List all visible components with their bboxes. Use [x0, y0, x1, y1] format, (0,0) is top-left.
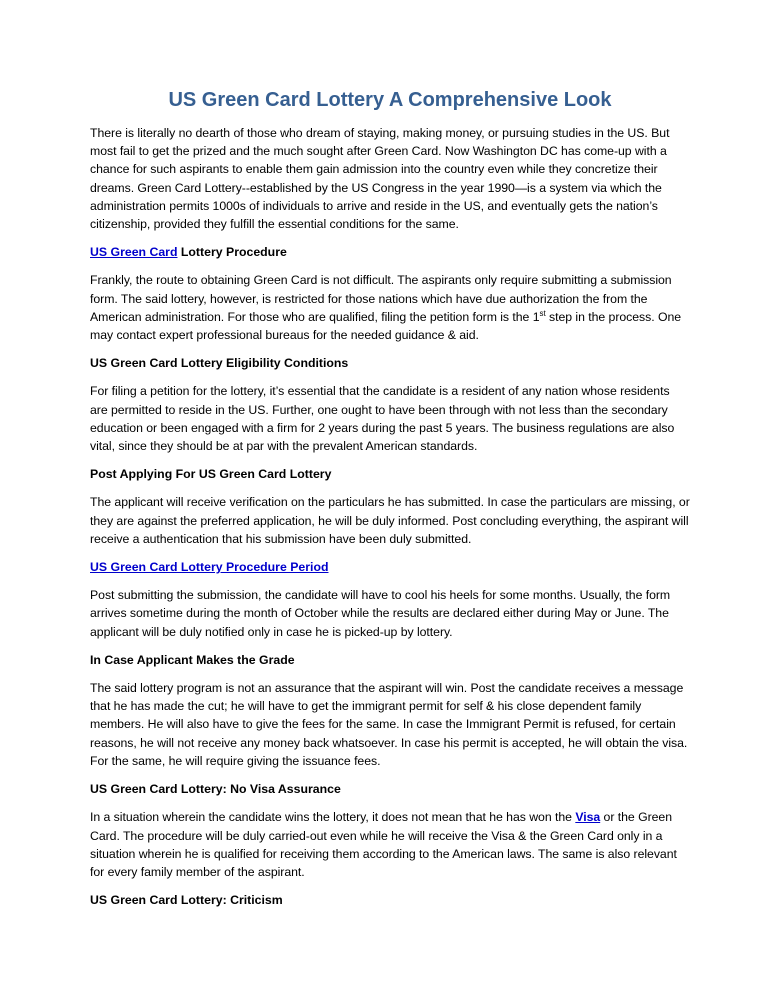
heading-post-applying: Post Applying For US Green Card Lottery — [90, 467, 332, 482]
heading-eligibility: US Green Card Lottery Eligibility Conditions — [90, 356, 349, 371]
eligibility-paragraph: For filing a petition for the lottery, it’s essential that the candidate is a resident of any nation whose residents are permitted to reside in the US. Further, one ought to have been through with not less than the secondary education or been engaged with a firm for 2 years during the past 5 years. The business regulations are also vital, since they should be at par with the prevalent American standards. — [90, 384, 675, 454]
visa-link[interactable]: Visa — [575, 810, 601, 825]
heading-no-visa-assurance: US Green Card Lottery: No Visa Assurance — [90, 782, 341, 797]
no-visa-assurance-paragraph — [90, 808, 690, 881]
heading-procedure-period — [90, 558, 690, 576]
no-visa-text-1: In a situation wherein the candidate wins the lottery, it does not mean that he has won the — [90, 810, 576, 825]
ordinal-superscript: st — [539, 308, 546, 318]
heading-criticism: US Green Card Lottery: Criticism — [90, 893, 283, 908]
intro-paragraph: There is literally no dearth of those who dream of staying, making money, or pursuing studies in the US. But most fail to get the prized and the much sought after Green Card. Now Washington DC has come-up with a chance for such aspirants to enable them gain admission into the country even while they concretize their dreams. Green Card Lottery--established by the US Congress in the year 1990—is a system via which the administration permits 1000s of individuals to arrive and reside in the US, and eventually gets the nation’s citizenship, provided they fulfill the essential conditions for the same. — [90, 126, 670, 232]
makes-the-grade-paragraph: The said lottery program is not an assurance that the aspirant will win. Post the candidate receives a message that he has made the cut; he will have to get the immigrant permit for self & his close dependent family members. He will also have to give the fees for the same. In case the Immigrant Permit is refused, for certain reasons, he will not receive any money back whatsoever. In case his permit is accepted, he will obtain the visa. For the same, he will require giving the issuance fees. — [90, 681, 688, 768]
no-visa-text-2: or the Green Card. The procedure will be duly carried-out even while he will receive the Visa & the Green Card only in a situation wherein he is qualified for receiving them according to the American laws. The same is also relevant for every family member of the aspirant. — [90, 810, 677, 879]
heading-lottery-procedure — [90, 243, 690, 261]
document-title: US Green Card Lottery A Comprehensive Look — [168, 89, 612, 111]
procedure-period-link[interactable]: US Green Card Lottery Procedure Period — [90, 560, 329, 575]
lottery-procedure-text-2: step in the process. One may contact expert professional bureaus for the needed guidance & aid. — [90, 309, 682, 343]
document-page — [90, 88, 690, 919]
post-applying-paragraph: The applicant will receive verification on the particulars he has submitted. In case the particulars are missing, or they are against the preferred application, he will be duly informed. Post concluding everything, the aspirant will receive a authentication that his submission have been duly submitted. — [90, 495, 690, 546]
lottery-procedure-text-1: Frankly, the route to obtaining Green Card is not difficult. The aspirants only require submitting a submission form. The said lottery, however, is restricted for those nations which have due authorization the from the American administration. For those who are qualified, filing the petition form is the 1 — [90, 273, 672, 324]
procedure-period-paragraph: Post submitting the submission, the candidate will have to cool his heels for some months. Usually, the form arrives sometime during the month of October while the results are declared either during May or June. The applicant will be duly notified only in case he is picked-up by lottery. — [90, 588, 671, 639]
us-green-card-link[interactable]: US Green Card — [90, 245, 178, 260]
lottery-procedure-paragraph — [90, 271, 690, 344]
heading-lottery-procedure-text: Lottery Procedure — [177, 245, 287, 260]
heading-makes-the-grade: In Case Applicant Makes the Grade — [90, 652, 295, 667]
